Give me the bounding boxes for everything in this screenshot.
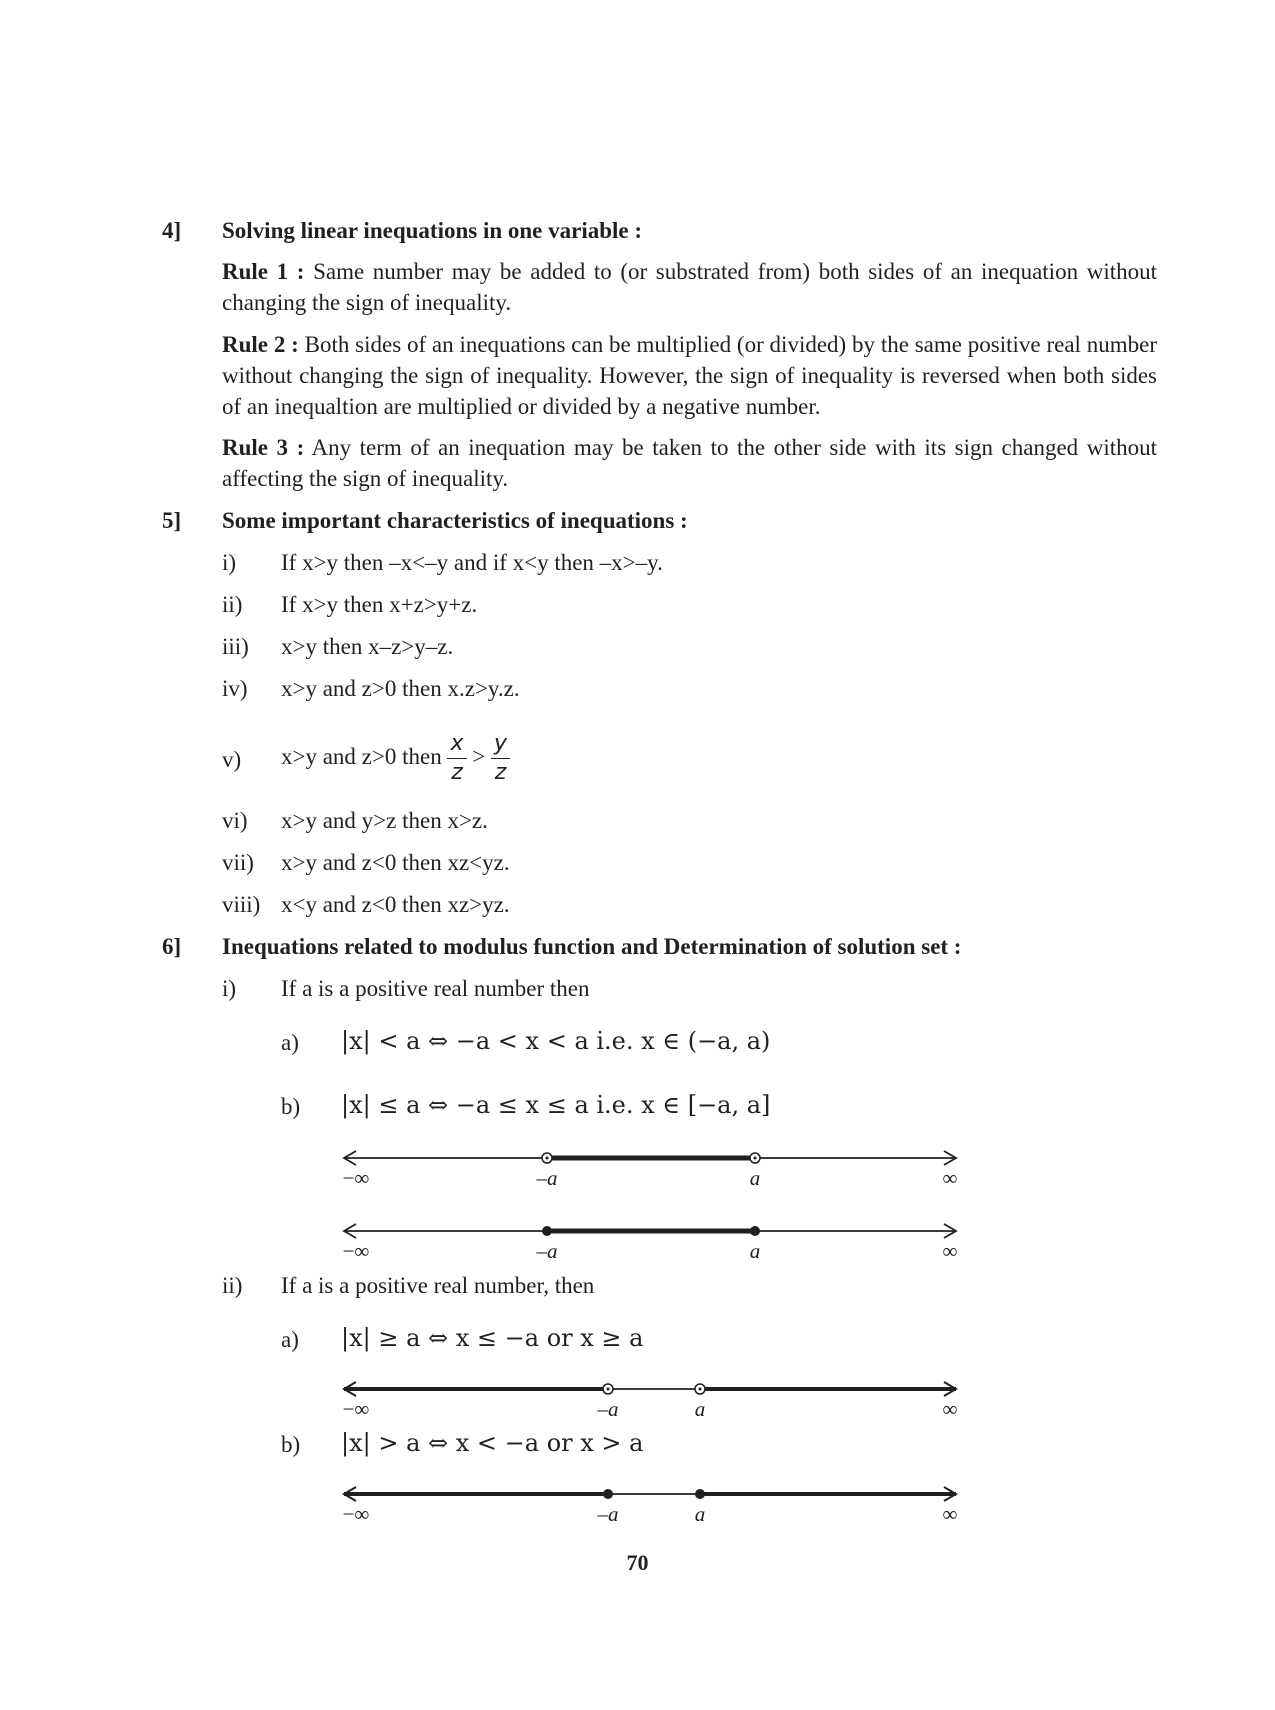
part-ii-roman: ii) <box>222 1273 243 1298</box>
label-a: a <box>749 1239 761 1263</box>
section-4-heading: Solving linear inequations in one variable : <box>222 218 643 243</box>
section-6-number: 6] <box>162 934 182 959</box>
item-text: x>y and y>z then x>z. <box>281 808 488 833</box>
label-pos-infinity: ∞ <box>942 1502 958 1526</box>
section-5-heading: Some important characteristics of inequations : <box>222 508 688 533</box>
part-ii-a-label: a) <box>281 1327 299 1352</box>
item-roman: vii) <box>222 850 254 875</box>
rule-3 <box>222 432 1157 494</box>
filled-dot-icon <box>542 1226 552 1236</box>
part-i-b-equation: |x| ≤ a ⇔ −a ≤ x ≤ a i.e. x ∈ [−a, a] <box>341 1091 771 1119</box>
fraction-x-over-z: $\frac{x}{z}$ <box>447 730 466 787</box>
label-neg-a: –a <box>597 1502 619 1526</box>
section-4-number: 4] <box>162 218 182 243</box>
rule-2-label: Rule 2 : <box>222 332 299 357</box>
item-text: x>y and z<0 then xz<yz. <box>281 850 510 875</box>
item-text: x>y and z>0 then x.z>y.z. <box>281 676 520 701</box>
part-i-a-equation: |x| < a ⇔ −a < x < a i.e. x ∈ (−a, a) <box>341 1027 771 1055</box>
part-ii-text: If a is a positive real number, then <box>281 1273 595 1298</box>
filled-dot-icon <box>695 1489 705 1499</box>
part-i-text: If a is a positive real number then <box>281 976 590 1001</box>
section-6-heading: Inequations related to modulus function and Determination of solution set : <box>222 934 962 959</box>
item-roman: ii) <box>222 592 243 617</box>
number-line-graphic <box>340 1150 960 1170</box>
rule-2 <box>222 329 1157 422</box>
part-i-a-label: a) <box>281 1030 299 1055</box>
item-roman: iii) <box>222 634 249 659</box>
label-a: a <box>694 1502 706 1526</box>
rule-1-text: Same number may be added to (or substrated from) both sides of an inequation without changing the sign of inequality. <box>222 259 1157 315</box>
item-roman: i) <box>222 550 237 575</box>
item-text: x>y then x–z>y–z. <box>281 634 454 659</box>
rule-3-text: Any term of an inequation may be taken to the other side with its sign changed without affecting the sign of inequality. <box>222 435 1157 491</box>
label-neg-infinity: −∞ <box>342 1502 370 1526</box>
rule-2-text: Both sides of an inequations can be multiplied (or divided) by the same positive real number without changing the sign of inequality. However, the sign of inequality is reversed when both sides of an inequaltion are multiplied or divided by a negative number. <box>222 332 1157 419</box>
part-ii-b-label: b) <box>281 1432 301 1457</box>
label-neg-a: –a <box>536 1166 558 1190</box>
number-line-outside-open <box>340 1381 960 1431</box>
number-line-closed-interval <box>340 1223 960 1273</box>
label-a: a <box>749 1166 761 1190</box>
label-a: a <box>694 1397 706 1421</box>
label-neg-a: –a <box>597 1397 619 1421</box>
label-neg-infinity: −∞ <box>342 1239 370 1263</box>
number-line-graphic <box>340 1381 960 1401</box>
part-ii-b-equation: |x| > a ⇔ x < −a or x > a <box>341 1429 644 1457</box>
rule-1 <box>222 256 1157 318</box>
section-5-number: 5] <box>162 508 182 533</box>
label-pos-infinity: ∞ <box>942 1397 958 1421</box>
label-neg-a: –a <box>536 1239 558 1263</box>
label-pos-infinity: ∞ <box>942 1166 958 1190</box>
number-line-outside-closed <box>340 1486 960 1536</box>
item-text: x<y and z<0 then xz>yz. <box>281 892 510 917</box>
item-text: x>y and z>0 then <box>281 744 442 769</box>
label-neg-infinity: −∞ <box>342 1397 370 1421</box>
item-roman: iv) <box>222 676 248 701</box>
filled-dot-icon <box>603 1489 613 1499</box>
label-neg-infinity: −∞ <box>342 1166 370 1190</box>
label-pos-infinity: ∞ <box>942 1239 958 1263</box>
item-text: If x>y then x+z>y+z. <box>281 592 478 617</box>
part-i-roman: i) <box>222 976 237 1001</box>
part-ii-a-equation: |x| ≥ a ⇔ x ≤ −a or x ≥ a <box>341 1324 644 1352</box>
number-line-graphic <box>340 1223 960 1243</box>
fraction-relation: > <box>472 744 486 769</box>
item-roman: viii) <box>222 892 261 917</box>
item-roman: v) <box>222 747 242 772</box>
page-number: 70 <box>626 1550 649 1575</box>
number-line-open-interval <box>340 1150 960 1200</box>
number-line-graphic <box>340 1486 960 1506</box>
rule-3-label: Rule 3 : <box>222 435 305 460</box>
fraction-y-over-z: $\frac{y}{z}$ <box>491 730 510 787</box>
rule-1-label: Rule 1 : <box>222 259 305 284</box>
item-roman: vi) <box>222 808 248 833</box>
filled-dot-icon <box>750 1226 760 1236</box>
item-v-expression <box>281 729 510 787</box>
item-text: If x>y then –x<–y and if x<y then –x>–y. <box>281 550 663 575</box>
part-i-b-label: b) <box>281 1094 301 1119</box>
